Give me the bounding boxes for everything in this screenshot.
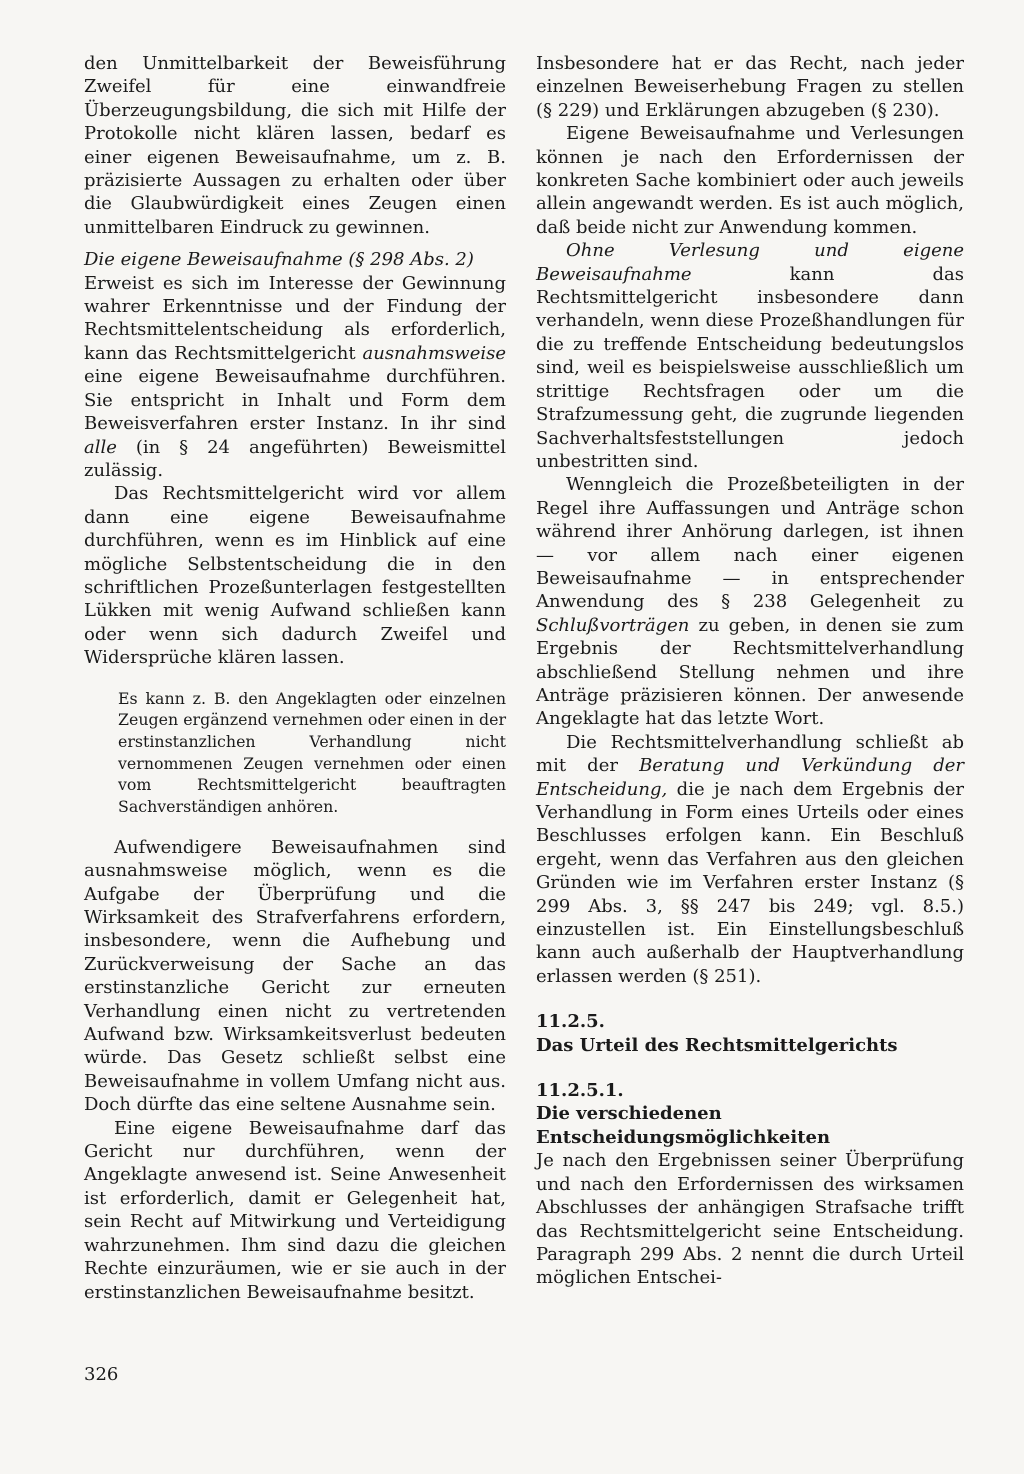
text-span: Erweist es sich im Interesse der Gewinnung wahrer Erkenntnisse und der Findung der Rechtsmittelentscheidung als erforderlich, kann das Rechtsmittelgericht — [84, 272, 506, 364]
note-paragraph: Es kann z. B. den Angeklagten oder einzelnen Zeugen ergänzend vernehmen oder einen in der erstinstanzlichen Verhandlung nicht vernommenen Zeugen vernehmen oder einen vom Rechtsmittelgericht beauftragten Sachverständigen anhören. — [118, 688, 506, 817]
subsection-title: Entscheidungsmöglichkeiten — [536, 1126, 831, 1148]
text-span: Die Rechtsmittelverhandlung schließt ab mit der — [536, 731, 964, 777]
emphasis: Beratung und Verkündung der Entscheidung, — [536, 755, 964, 800]
paragraph: Aufwendigere Beweisaufnahmen sind ausnahmsweise möglich, wenn es die Aufgabe der Überprüfung und die Wirksamkeit des Strafverfahrens erfordern, insbesondere, wenn die Aufhebung und Zurückverweisung der Sache an das erstinstanzliche Gericht zur erneuten Verhandlung einen nicht zu vertretenden Aufwand bzw. Wirksamkeitsverlust bedeuten würde. Das Gesetz schließt selbst eine Beweisaufnahme in vollem Umfang nicht aus. Doch dürfte das eine seltene Ausnahme sein. — [84, 836, 506, 1116]
paragraph: Eigene Beweisaufnahme und Verlesungen können je nach den Erfordernissen der konkreten Sache kombiniert oder auch jeweils allein angewandt werden. Es ist auch möglich, daß beide nicht zur Anwendung kommen. — [536, 123, 964, 238]
paragraph: Eine eigene Beweisaufnahme darf das Gericht nur durchführen, wenn der Angeklagte anwesend ist. Seine Anwesenheit ist erforderlich, damit er Gelegenheit hat, sein Recht auf Mitwirkung und Verteidigung wahrzunehmen. Ihm sind dazu die gleichen Rechte einzuräumen, wie er sie auch in der erstinstanzlichen Beweisaufnahme besitzt. — [84, 1117, 506, 1303]
paragraph — [536, 731, 964, 988]
text-span: kann das Rechtsmittelgericht insbesondere dann verhandeln, wenn diese Prozeßhandlungen für die zu treffende Entscheidung bedeutungslos sind, weil es beispielsweise ausschließlich um strittige Rechtsfragen oder um die Strafzumessung geht, die zugrunde liegenden Sachverhaltsfeststellungen jedoch unbestritten sind. — [536, 263, 964, 472]
page-number: 326 — [84, 1364, 119, 1385]
paragraph: Das Rechtsmittelgericht wird vor allem dann eine eigene Beweisaufnahme durchführen, wenn es im Hinblick auf eine mögliche Selbstentscheidung die in den schriftlichen Prozeßunterlagen festgestellten Lükken mit wenig Aufwand schließen kann oder wenn sich dadurch Zweifel und Widersprüche klären lassen. — [84, 483, 506, 669]
paragraph — [536, 473, 964, 730]
emphasis: Ohne Verlesung und eigene Beweisaufnahme — [536, 240, 964, 285]
section-title: Das Urteil des Rechtsmittelgerichts — [536, 1034, 898, 1056]
text-span: (in § 24 angeführten) Beweismittel zulässig. — [84, 436, 506, 481]
left-column — [84, 52, 506, 1304]
text-span: eine eigene Beweisaufnahme durchführen. Sie entspricht in Inhalt und Form dem Beweisverfahren erster Instanz. In ihr sind — [84, 366, 506, 435]
paragraph: Je nach den Ergebnissen seiner Überprüfung und nach den Erfordernissen des wirksamen Abschlusses der anhängigen Strafsache trifft das Rechtsmittelgericht seine Entscheidung. Paragraph 299 Abs. 2 nennt die durch Urteil möglichen Entschei- — [536, 1150, 964, 1289]
text-span: Wenngleich die Prozeßbeteiligten in der Regel ihre Auffassungen und Anträge schon während ihrer Anhörung darlegen, ist ihnen — vor allem nach einer eigenen Beweisaufnahme — in entsprechender Anwendung des § 238 Gelegenheit zu — [536, 474, 964, 613]
subsection-title: Die verschiedenen — [536, 1103, 722, 1125]
right-column — [536, 52, 964, 1290]
text-span: zu geben, in denen sie zum Ergebnis der Rechtsmittelverhandlung abschließend Stellung nehmen und ihre Anträge präzisieren können. Der anwesende Angeklagte hat das letzte Wort. — [536, 614, 964, 730]
paragraph — [84, 248, 506, 482]
paragraph: Insbesondere hat er das Recht, nach jeder einzelnen Beweiserhebung Fragen zu stellen (§ 229) und Erklärungen abzugeben (§ 230). — [536, 53, 964, 121]
subsection-number: 11.2.5.1. — [536, 1080, 624, 1102]
emphasis: Schlußvorträgen — [536, 614, 690, 636]
section-heading: Die eigene Beweisaufnahme (§ 298 Abs. 2) — [84, 249, 474, 271]
section-number: 11.2.5. — [536, 1011, 605, 1033]
paragraph: den Unmittelbarkeit der Beweisführung Zweifel für eine einwandfreie Überzeugungsbildung, die sich mit Hilfe der Protokolle nicht klären lassen, bedarf es einer eigenen Beweisaufnahme, um z. B. präzisierte Aussagen zu erhalten oder über die Glaubwürdigkeit eines Zeugen einen unmittelbaren Eindruck zu gewinnen. — [84, 53, 506, 238]
text-span: die je nach dem Ergebnis der Verhandlung in Form eines Urteils oder eines Beschlusses erfolgen kann. Ein Beschluß ergeht, wenn das Verfahren aus den gleichen Gründen wie im Verfahren erster Instanz (§ 299 Abs. 3, §§ 247 bis 249; vgl. 8.5.) einzustellen ist. Ein Einstellungsbeschluß kann auch außerhalb der Hauptverhandlung erlassen werden (§ 251). — [536, 778, 964, 987]
paragraph — [536, 239, 964, 473]
emphasis: alle — [84, 436, 117, 458]
emphasis: ausnahmsweise — [362, 342, 506, 364]
